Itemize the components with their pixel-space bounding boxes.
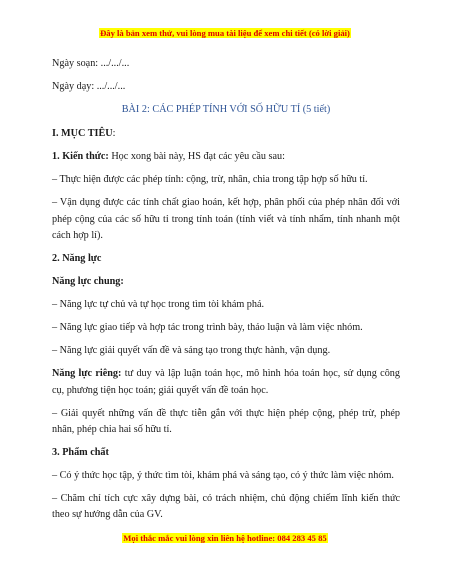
knowledge-item: – Vận dụng được các tính chất giao hoán, kết hợp, phân phối của phép nhân đối với phép cộng của các số hữu tỉ trong tính toán (tính viết và tính nhẩm, tính nhanh một cách hợp lí).: [52, 197, 400, 242]
objectives-heading: [52, 126, 400, 142]
knowledge-line: [52, 149, 400, 165]
qualities-item: – Chăm chỉ tích cực xây dựng bài, có trách nhiệm, chủ động chiếm lĩnh kiến thức theo sự hướng dẫn của GV.: [52, 493, 400, 521]
preview-notice-banner: [0, 28, 450, 38]
prep-date: Ngày soạn: .../.../...: [52, 58, 130, 69]
teach-date: Ngày dạy: .../.../...: [52, 81, 126, 92]
general-competence-item: – Năng lực tự chủ và tự học trong tìm tòi khám phá.: [52, 299, 265, 311]
qualities-heading: 3. Phẩm chất: [52, 447, 109, 459]
knowledge-label: 1. Kiến thức:: [52, 151, 109, 163]
knowledge-item: – Thực hiện được các phép tính: cộng, trừ, nhân, chia trong tập hợp số hữu tỉ.: [52, 174, 368, 186]
specific-competence: [52, 366, 400, 399]
hotline-text: Mọi thắc mắc vui lòng xin liên hệ hotline: 084 283 45 85: [123, 533, 327, 543]
specific-competence-text: tư duy và lập luận toán học, mô hình hóa toán học, sử dụng công cụ, phương tiện học toán; giải quyết vấn đề toán học.: [52, 368, 400, 396]
objectives-heading-colon: :: [112, 128, 116, 140]
hotline-banner: [0, 533, 450, 543]
objectives-heading-label: I. MỤC TIÊU: [52, 128, 113, 140]
specific-competence-label: Năng lực riêng:: [52, 368, 122, 380]
lesson-title: BÀI 2: CÁC PHÉP TÍNH VỚI SỐ HỮU TỈ (5 tiết): [121, 104, 331, 115]
general-competence-item: – Năng lực giao tiếp và hợp tác trong trình bày, thảo luận và làm việc nhóm.: [52, 322, 363, 334]
specific-competence-item: – Giải quyết những vấn đề thực tiễn gắn với thực hiện phép cộng, phép trừ, phép nhân, phép chia hai số hữu tỉ.: [52, 407, 400, 436]
knowledge-intro: Học xong bài này, HS đạt các yêu cầu sau:: [108, 151, 285, 163]
general-competence-label: Năng lực chung:: [52, 276, 124, 288]
lesson-plan-document: [52, 56, 400, 530]
general-competence-item: – Năng lực giải quyết vấn đề và sáng tạo trong thực hành, vận dụng.: [52, 345, 331, 357]
preview-notice-text: Đây là bản xem thử, vui lòng mua tài liệu để xem chi tiết (có lời giải): [100, 28, 350, 38]
qualities-item: – Có ý thức học tập, ý thức tìm tòi, khám phá và sáng tạo, có ý thức làm việc nhóm.: [52, 470, 394, 482]
competence-heading: 2. Năng lực: [52, 253, 102, 265]
